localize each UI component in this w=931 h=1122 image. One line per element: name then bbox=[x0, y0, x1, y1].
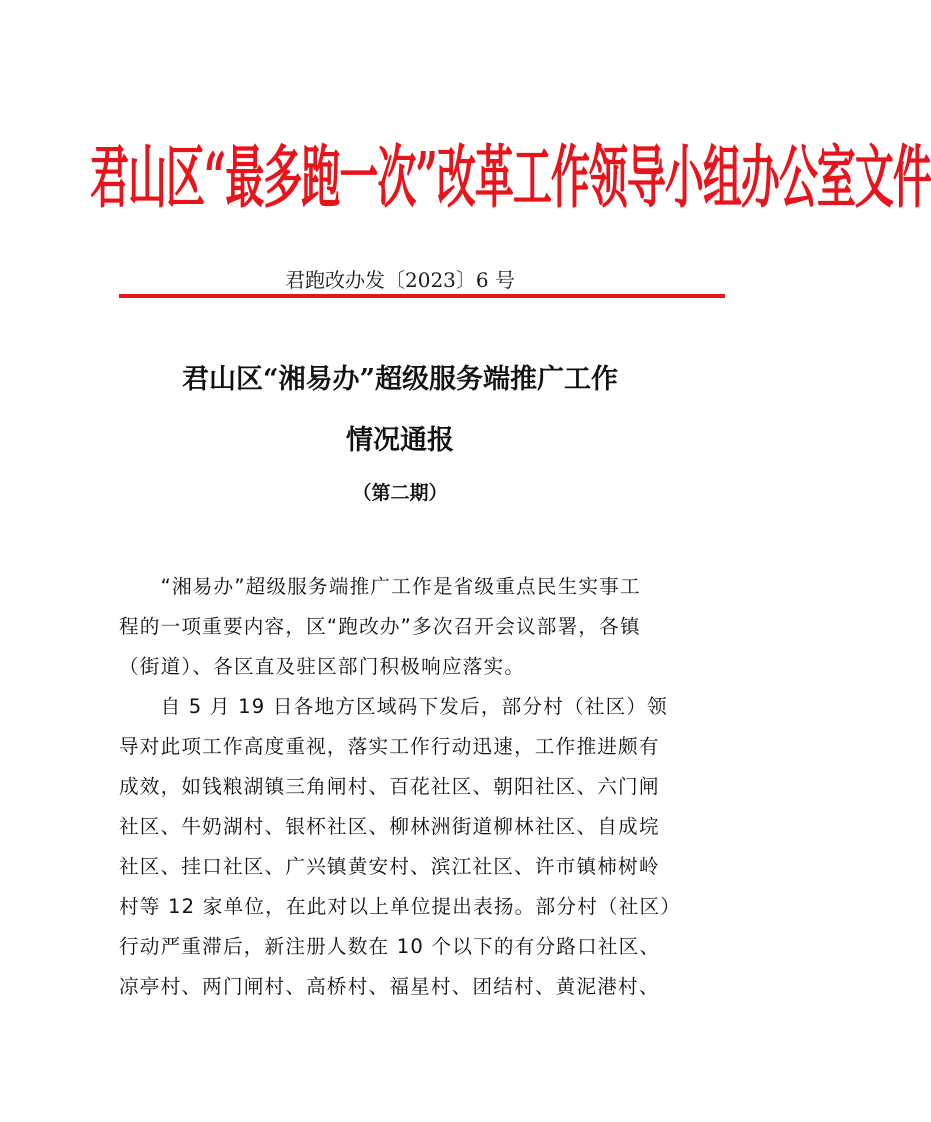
body-line-1: “湘易办”超级服务端推广工作是省级重点民生实事工 bbox=[119, 575, 641, 598]
notice-title-line-2: 情况通报 bbox=[346, 425, 454, 456]
document-number: 君跑改办发〔2023〕6 号 bbox=[285, 268, 515, 292]
body-line-10: 行动严重滞后，新注册人数在 10 个以下的有分路口社区、 bbox=[119, 935, 661, 958]
body-line-2: 程的一项重要内容，区“跑改办”多次召开会议部署，各镇 bbox=[119, 615, 641, 638]
red-separator-rule bbox=[119, 294, 725, 298]
issue-number: （第二期） bbox=[352, 482, 448, 504]
notice-title-line-1: 君山区“湘易办”超级服务端推广工作 bbox=[181, 364, 619, 395]
body-line-3: （街道）、各区直及驻区部门积极响应落实。 bbox=[119, 655, 526, 678]
document-header-title: 君山区“最多跑一次”改革工作领导小组办公室文件 bbox=[90, 137, 931, 219]
body-line-7: 社区、牛奶湖村、银杯社区、柳林洲街道柳林社区、自成垸 bbox=[119, 815, 660, 838]
body-line-11: 凉亭村、两门闸村、高桥村、福星村、团结村、黄泥港村、 bbox=[119, 975, 660, 998]
body-line-8: 社区、挂口社区、广兴镇黄安村、滨江社区、许市镇柿树岭 bbox=[119, 855, 660, 878]
body-line-9: 村等 12 家单位，在此对以上单位提出表扬。部分村（社区） bbox=[119, 895, 682, 918]
body-line-4: 自 5 月 19 日各地方区域码下发后，部分村（社区）领 bbox=[119, 695, 668, 718]
body-line-6: 成效，如钱粮湖镇三角闸村、百花社区、朝阳社区、六门闸 bbox=[119, 775, 660, 798]
body-line-5: 导对此项工作高度重视，落实工作行动迅速，工作推进颇有 bbox=[119, 735, 660, 758]
